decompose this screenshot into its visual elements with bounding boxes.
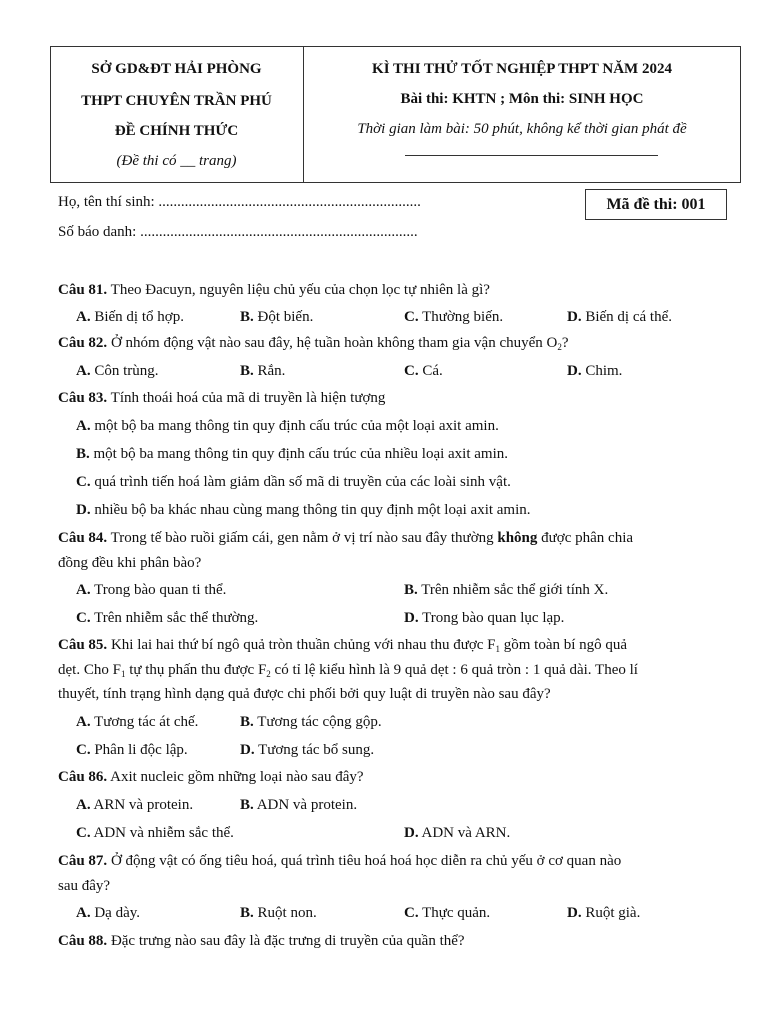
question-88: Câu 88. Đặc trưng nào sau đây là đặc trưng di truyền của quần thể? bbox=[58, 933, 465, 949]
q87-option-b[interactable]: B. Ruột non. bbox=[240, 905, 317, 921]
exam-title: KÌ THI THỬ TỐT NGHIỆP THPT NĂM 2024 bbox=[372, 61, 672, 77]
department-name: SỞ GD&ĐT HẢI PHÒNG bbox=[91, 61, 262, 77]
q86-option-a[interactable]: A. ARN và protein. bbox=[76, 797, 194, 813]
q82-option-c[interactable]: C. Cá. bbox=[404, 363, 443, 379]
question-87-cont: sau đây? bbox=[58, 878, 111, 894]
q86-option-d[interactable]: D. ADN và ARN. bbox=[404, 825, 511, 841]
question-86: Câu 86. Axit nucleic gồm những loại nào sau đây? bbox=[58, 769, 364, 785]
q85-option-b[interactable]: B. Tương tác cộng gộp. bbox=[240, 714, 382, 730]
question-87: Câu 87. Ở động vật có ống tiêu hoá, quá trình tiêu hoá hoá học diễn ra chủ yếu ở cơ quan nào bbox=[58, 853, 622, 869]
page-count-note: (Đề thi có __ trang) bbox=[116, 153, 237, 169]
question-85-cont-2: thuyết, tính trạng hình dạng quả được chi phối bởi quy luật di truyền nào sau đây? bbox=[58, 686, 551, 702]
question-85: Câu 85. Khi lai hai thứ bí ngô quả tròn thuần chủng với nhau thu được $F_1$ gồm toàn bí ngô quả bbox=[58, 637, 628, 654]
q87-option-a[interactable]: A. Dạ dày. bbox=[76, 905, 141, 921]
q83-option-a[interactable]: A. một bộ ba mang thông tin quy định cấu trúc của một loại axit amin. bbox=[76, 418, 499, 434]
question-84: Câu 84. Trong tế bào ruồi giấm cái, gen nằm ở vị trí nào sau đây thường không được phân chia bbox=[58, 530, 634, 546]
q84-option-b[interactable]: B. Trên nhiễm sắc thể giới tính X. bbox=[404, 582, 609, 598]
q86-option-b[interactable]: B. ADN và protein. bbox=[240, 797, 358, 813]
q86-option-c[interactable]: C. ADN và nhiễm sắc thể. bbox=[76, 825, 234, 841]
q84-option-a[interactable]: A. Trong bào quan ti thể. bbox=[76, 582, 227, 598]
q82-option-a[interactable]: A. Côn trùng. bbox=[76, 363, 159, 379]
q83-option-d[interactable]: D. nhiều bộ ba khác nhau cùng mang thông tin quy định một loại axit amin. bbox=[76, 502, 531, 518]
q81-option-d[interactable]: D. Biến dị cá thể. bbox=[567, 309, 672, 325]
q84-option-c[interactable]: C. Trên nhiễm sắc thể thường. bbox=[76, 610, 259, 626]
question-84-cont: đồng đều khi phân bào? bbox=[58, 555, 202, 571]
q85-option-d[interactable]: D. Tương tác bổ sung. bbox=[240, 742, 375, 758]
question-82: Câu 82. Ở nhóm động vật nào sau đây, hệ tuần hoàn không tham gia vận chuyển $O_2$? bbox=[58, 335, 569, 352]
candidate-id-field: Số báo danh: .......................................................................... bbox=[58, 224, 418, 240]
q87-option-c[interactable]: C. Thực quản. bbox=[404, 905, 491, 921]
exam-subject: Bài thi: KHTN ; Môn thi: SINH HỌC bbox=[400, 91, 644, 107]
candidate-name-field: Họ, tên thí sinh: ...................................................................... bbox=[58, 194, 421, 210]
q81-option-a[interactable]: A. Biến dị tổ hợp. bbox=[76, 309, 184, 325]
question-83: Câu 83. Tính thoái hoá của mã di truyền là hiện tượng bbox=[58, 390, 386, 406]
q85-option-c[interactable]: C. Phân li độc lập. bbox=[76, 742, 188, 758]
official-exam-label: ĐỀ CHÍNH THỨC bbox=[114, 123, 239, 139]
q84-option-d[interactable]: D. Trong bào quan lục lạp. bbox=[404, 610, 565, 626]
q83-option-c[interactable]: C. quá trình tiến hoá làm giảm dần số mã di truyền của các loài sinh vật. bbox=[76, 474, 511, 490]
q81-option-c[interactable]: C. Thường biến. bbox=[404, 309, 504, 325]
q83-option-b[interactable]: B. một bộ ba mang thông tin quy định cấu trúc của nhiều loại axit amin. bbox=[76, 446, 509, 462]
header-divider bbox=[405, 155, 658, 156]
question-81: Câu 81. Theo Đacuyn, nguyên liệu chủ yếu của chọn lọc tự nhiên là gì? bbox=[58, 282, 490, 298]
school-name: THPT CHUYÊN TRẦN PHÚ bbox=[81, 93, 272, 109]
q82-option-b[interactable]: B. Rắn. bbox=[240, 363, 286, 379]
q85-option-a[interactable]: A. Tương tác át chế. bbox=[76, 714, 199, 730]
q82-option-d[interactable]: D. Chim. bbox=[567, 363, 623, 379]
exam-code-box: Mã đề thi: 001 bbox=[585, 189, 727, 220]
q81-option-b[interactable]: B. Đột biến. bbox=[240, 309, 314, 325]
q87-option-d[interactable]: D. Ruột già. bbox=[567, 905, 641, 921]
exam-duration: Thời gian làm bài: 50 phút, không kể thời gian phát đề bbox=[357, 121, 687, 137]
question-85-cont-1: dẹt. Cho $F_1$ tự thụ phấn thu được $F_2$ có tỉ lệ kiểu hình là 9 quả dẹt : 6 quả tròn : 1 quả dài. Theo lí bbox=[58, 662, 638, 679]
